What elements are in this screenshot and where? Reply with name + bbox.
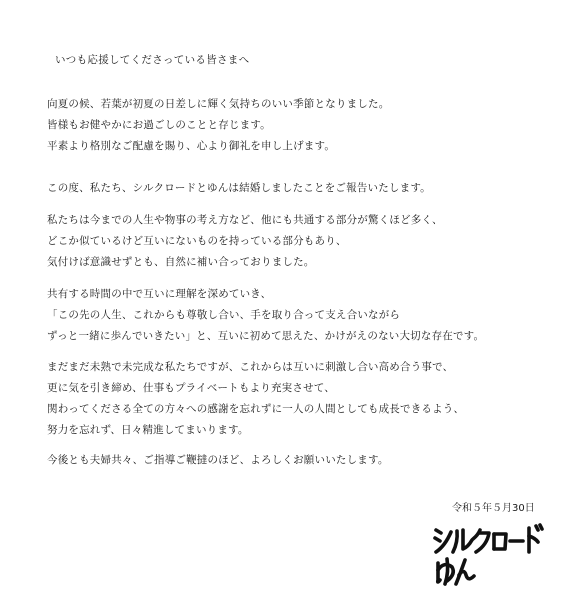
paragraph-line: 向夏の候、若葉が初夏の日差しに輝く気持ちのいい季節となりました。: [47, 98, 390, 110]
letter-date: 令和５年５月30日: [452, 503, 535, 514]
paragraph-line: 「この先の人生、これからも尊敬し合い、手を取り合って支え合いながら: [47, 309, 401, 321]
signature-silkroad: [435, 525, 542, 552]
paragraph-line: 皆様もお健やかにお過ごしのことと存じます。: [47, 119, 271, 131]
salutation: いつも応援してくださっている皆さまへ: [55, 54, 250, 66]
paragraph-line: 更に気を引き締め、仕事もプライベートもより充実させて、: [47, 382, 335, 394]
paragraph-commonality: [47, 210, 443, 273]
paragraph-line: 平素より格別なご配慮を賜り、心より御礼を申し上げます。: [47, 140, 336, 152]
paragraph-closing: [47, 450, 389, 471]
signature-yun: [438, 559, 474, 584]
paragraph-shared-time: [47, 284, 484, 347]
paragraph-line: 今後とも夫婦共々、ご指導ご鞭撻のほど、よろしくお願いいたします。: [47, 454, 389, 466]
paragraph-greeting: [47, 94, 389, 157]
paragraph-resolution: [47, 357, 464, 441]
paragraph-line: どこか似ているけど互いにないものを持っている部分もあり、: [47, 235, 347, 247]
paragraph-announcement: [47, 178, 431, 199]
paragraph-line: 関わってくださる全ての方々への感謝を忘れずに一人の人間としても成長できるよう、: [47, 403, 465, 415]
paragraph-line: まだまだ未熟で未完成な私たちですが、これからは互いに刺激し合い高め合う事で、: [47, 361, 454, 373]
paragraph-line: 努力を忘れず、日々精進してまいります。: [47, 424, 249, 436]
paragraph-line: 私たちは今までの人生や物事の考え方など、他にも共通する部分が驚くほど多く、: [47, 214, 443, 226]
paragraph-line: ずっと一緒に歩んでいきたい」と、互いに初めて思えた、かけがえのない大切な存在です。: [47, 330, 485, 342]
handwritten-signature: [432, 518, 552, 590]
paragraph-line: 共有する時間の中で互いに理解を深めていき、: [47, 288, 272, 300]
paragraph-line: この度、私たち、シルクロードとゆんは結婚しましたことをご報告いたします。: [47, 182, 431, 194]
paragraph-line: 気付けば意識せずとも、自然に補い合っておりました。: [47, 256, 315, 268]
